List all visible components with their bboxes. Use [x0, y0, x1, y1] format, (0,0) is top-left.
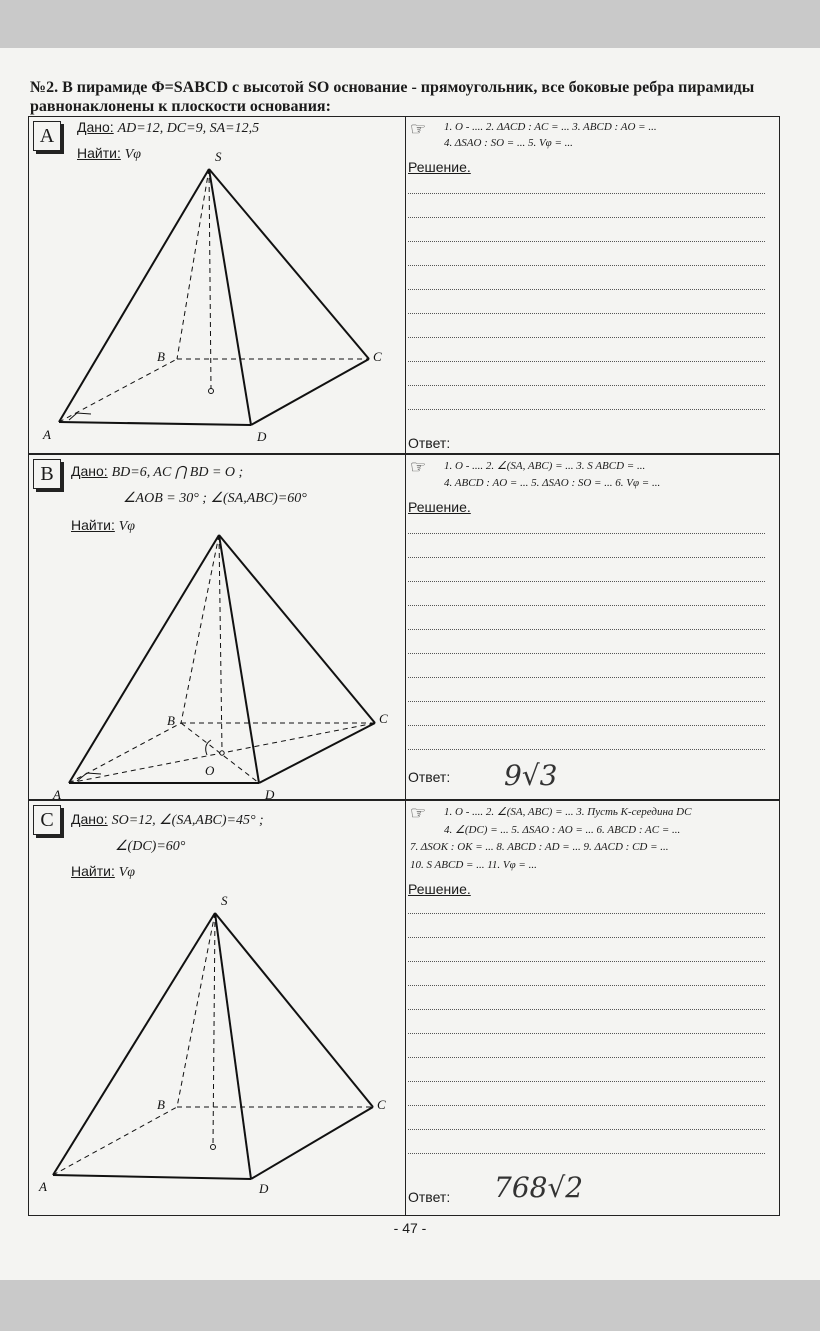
- hint-line: 7. ΔSOK : OK = ... 8. ABCD : AD = ... 9. ΔACD : CD = ...: [410, 841, 669, 853]
- vertex-s: S: [221, 893, 228, 908]
- given-text: SO=12, ∠(SA,ABC)=45° ;: [111, 813, 264, 828]
- solution-label: Решение.: [408, 159, 471, 175]
- hint-line: 1. O - .... 2. ∠(SA, ABC) = ... 3. Пусть K-середина DC: [444, 806, 692, 818]
- given-label: Дано:: [71, 811, 108, 827]
- panel-c-solution: [406, 801, 779, 1215]
- panel-a-solution: [406, 117, 779, 453]
- answer-label: Ответ:: [408, 435, 451, 451]
- panel-b-given: [29, 455, 406, 799]
- find-label: Найти:: [71, 863, 115, 879]
- hint-line: 10. S ABCD = ... 11. Vφ = ...: [410, 859, 537, 871]
- hint-line: 4. ΔSAO : SO = ... 5. Vφ = ...: [444, 137, 573, 149]
- hint-line: 1. O - .... 2. ΔACD : AC = ... 3. ABCD : AO = ...: [444, 121, 657, 133]
- pyramid-figure: [29, 117, 405, 455]
- vertex-a: A: [53, 787, 61, 801]
- vertex-d: D: [257, 429, 267, 444]
- panel-a-given: [29, 117, 406, 453]
- vertex-c: C: [373, 349, 382, 364]
- answer-label: Ответ:: [408, 769, 451, 785]
- vertex-b: B: [167, 713, 175, 728]
- given-label: Дано:: [71, 463, 108, 479]
- problem-title: №2. В пирамиде Φ=SABCD с высотой SO основание - прямоугольник, все боковые ребра пирамиды равнонаклонены к плоскости основания:: [30, 79, 755, 115]
- pyramid-figure: [29, 455, 405, 801]
- panel-c-given: [29, 801, 406, 1215]
- pointing-hand-icon: ☞: [410, 803, 427, 823]
- hint-line: 1. O - .... 2. ∠(SA, ABC) = ... 3. S ABCD = ...: [444, 460, 646, 472]
- panel-letter: C: [33, 805, 61, 835]
- hint-line: 4. ∠(DC) = ... 5. ΔSAO : AO = ... 6. ABCD : AC = ...: [444, 824, 681, 836]
- page-number: - 47 -: [393, 1220, 427, 1236]
- point-o: O: [205, 763, 215, 778]
- panel-a: [28, 116, 780, 454]
- pointing-hand-icon: ☞: [410, 119, 427, 139]
- vertex-a: A: [43, 427, 51, 442]
- answer-label: Ответ:: [408, 1189, 451, 1205]
- find-label: Найти:: [71, 517, 115, 533]
- solution-label: Решение.: [408, 881, 471, 897]
- vertex-a: A: [39, 1179, 47, 1194]
- find-label: Найти:: [77, 145, 121, 161]
- find-text: Vφ: [118, 519, 136, 534]
- panel-c: [28, 800, 780, 1216]
- panel-letter: A: [33, 121, 61, 151]
- panel-b: [28, 454, 780, 800]
- solution-label: Решение.: [408, 499, 471, 515]
- vertex-d: D: [259, 1181, 269, 1196]
- given-text: AD=12, DC=9, SA=12,5: [117, 121, 260, 136]
- find-text: Vφ: [124, 147, 142, 162]
- given-text-2: ∠(DC)=60°: [115, 839, 186, 854]
- find-text: Vφ: [118, 865, 136, 880]
- given-text-2: ∠AOB = 30° ; ∠(SA,ABC)=60°: [123, 491, 307, 506]
- pyramid-figure: [29, 801, 405, 1217]
- pointing-hand-icon: ☞: [410, 457, 427, 477]
- vertex-b: B: [157, 349, 165, 364]
- worksheet-page: [0, 48, 820, 1280]
- vertex-c: C: [379, 711, 388, 726]
- panel-b-solution: [406, 455, 779, 799]
- handwritten-answer: 768√2: [494, 1171, 584, 1204]
- panel-letter: B: [33, 459, 61, 489]
- given-label: Дано:: [77, 119, 114, 135]
- vertex-s: S: [215, 149, 222, 164]
- hint-line: 4. ABCD : AO = ... 5. ΔSAO : SO = ... 6. Vφ = ...: [444, 477, 661, 489]
- vertex-d: D: [265, 787, 275, 801]
- vertex-b: B: [157, 1097, 165, 1112]
- handwritten-answer: 9√3: [504, 759, 558, 792]
- given-text: BD=6, AC ⋂ BD = O ;: [111, 465, 244, 480]
- vertex-c: C: [377, 1097, 386, 1112]
